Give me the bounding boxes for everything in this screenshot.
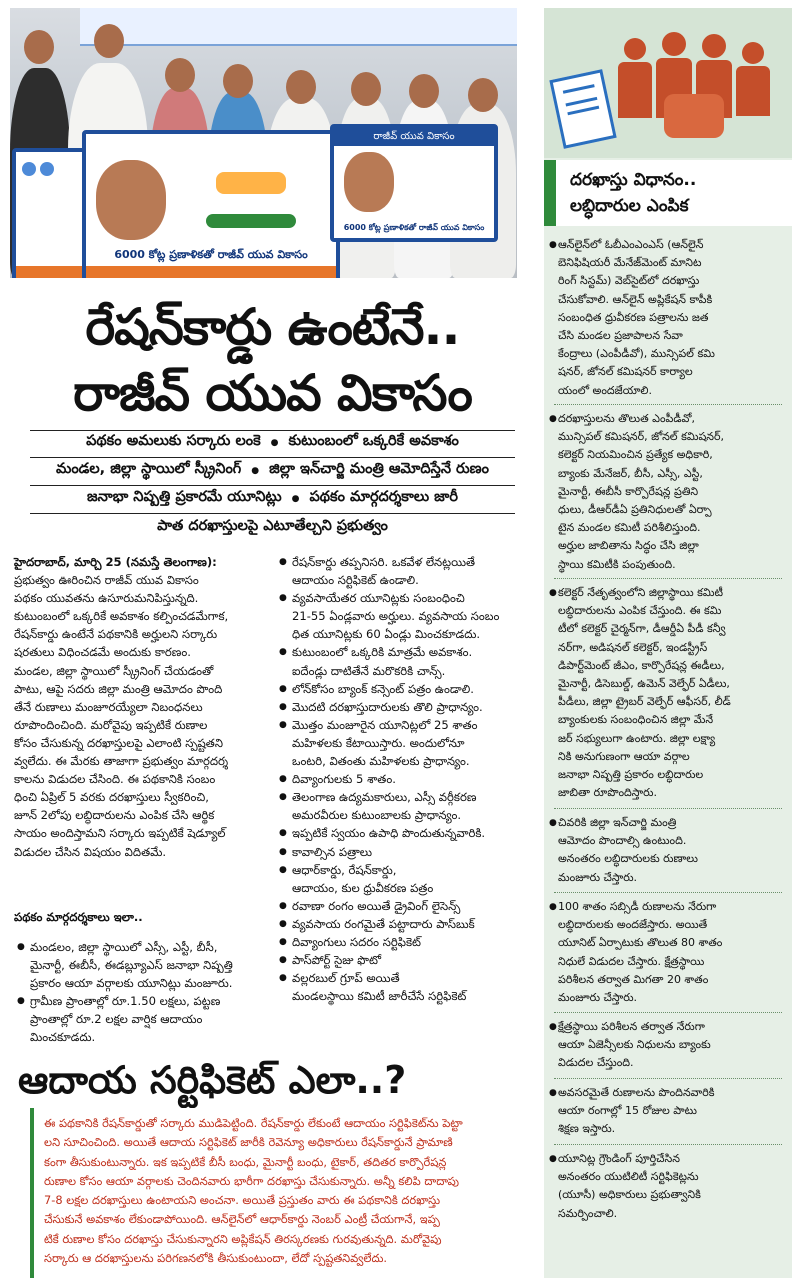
body-line: కుటుంబంలో ఒక్కరికే అవకాశం కల్పించడమేగాక, — [14, 609, 229, 624]
income-box — [30, 1108, 530, 1278]
body-line: రూపొందించింది. మరోవైపు ఇప్పటికే రుణాల — [14, 717, 208, 732]
body-line: హైదరాబాద్, మార్చి 25 (నమస్తే తెలంగాణ): — [14, 555, 217, 569]
guideline-list — [17, 938, 275, 1047]
bullet-icon: ● — [279, 864, 287, 875]
bullet-icon: ● — [279, 846, 287, 857]
box-line: 7-8 లక్షల దరఖాస్తులు ఉంటాయని అంచనా. అయితే ప్రస్తుతం వారు ఈ పథకానికి దరఖాస్తు — [44, 1193, 441, 1208]
box-line: కంగా తీసుకుంటున్నారు. ఇక ఇప్పటికే బీసీ బంధు, మైనార్టీ బంధు, టైకార్, తదితర కార్పొరేషన్ల — [44, 1154, 447, 1169]
board-strip — [86, 266, 336, 278]
sidebar-title-line: లబ్ధిదారుల ఎంపిక — [570, 196, 689, 216]
body-line: కోసం చేసుకున్న దరఖాస్తులపై ఎలాంటి స్పష్టతని — [14, 735, 223, 750]
bullet-icon: ● — [17, 942, 25, 952]
list-item: ● రేషన్‌కార్డు తప్పనిసరి. ఒకవేళ లేనట్లయితే ఆదాయం సర్టిఫికెట్ ఉండాలి. — [279, 555, 476, 588]
hand-icon — [664, 94, 724, 138]
news-photo — [10, 8, 517, 278]
divider — [30, 513, 515, 514]
body-line: రేషన్‌కార్డు ఉంటేనే పథకానికి అర్హులని సర్కారు — [14, 627, 218, 642]
bullet-icon: ● — [549, 588, 557, 598]
bullet-icon: ● — [251, 466, 260, 476]
bullet-icon: ● — [279, 955, 287, 966]
bullet-icon: ● — [279, 719, 287, 730]
person-head — [94, 24, 124, 58]
body-line: మండల, జిల్లా స్థాయిలో స్క్రీనింగ్ చేయడంతో — [14, 663, 214, 678]
board-ribbon — [206, 214, 296, 228]
bullet-icon: ● — [549, 240, 557, 250]
list-item: ● మండలం, జిల్లా స్థాయిలో ఎస్సీ, ఎస్టీ, బీసీ, మైనార్టీ, ఈబీసీ, ఈడబ్ల్యూఎస్ జనాభా నిష్పత్తి ప్రకారం ఆయా వర్గాలకు యూనిట్లు మంజూరు. — [17, 940, 233, 991]
bullet-icon: ● — [279, 973, 287, 984]
divider — [554, 1144, 782, 1145]
bullet-icon: ● — [279, 647, 287, 658]
board-caption: 6000 కోట్ల ప్రణాళికతో రాజీవ్ యువ వికాసం — [114, 248, 308, 261]
headline-line-1: రేషన్‌కార్డు ఉంటేనే.. — [85, 298, 460, 356]
list-item: ● కుటుంబంలో ఒక్కరికి మాత్రమే అవకాశం. ఐదేండ్లు దాటితేనే మరొకరికి చాన్స్. — [279, 645, 473, 678]
body-line: పథకం యువతను ఉసూరుమనిపిస్తున్నది. — [14, 591, 199, 606]
sidebar-list-item: ● ఆన్‌లైన్‌లో ఓబీఎంఎంఎస్ (ఆన్‌లైన్ బెనిఫిషియరీ మేనేజ్‌మెంట్ మానిట రింగ్ సిస్టమ్) వెబ్‌సైట్‌లో దరఖాస్తు చేసుకోవాలి. ఆన్‌లైన్ అప్లికేషన్ కాపీకి సంబంధిత ధ్రువీకరణ పత్రాలను జత చేసి మండల ప్రజాపాలన సేవా కేంద్రాలు (ఎంపీడీవో), మున్సిపల్ కమి షనర్, జోనల్ కమిషనర్ కార్యాల యంలో అందజేయాలి. — [549, 238, 715, 397]
person-head — [351, 72, 381, 106]
figure-head — [662, 32, 686, 56]
divider — [554, 404, 782, 405]
divider — [554, 578, 782, 579]
body-line: తేనే రుణాలు మంజూరయ్యేలా నిబంధనలు — [14, 699, 203, 714]
bullet-icon: ● — [279, 900, 287, 911]
deck-point: జనాభా నిష్పత్తి ప్రకారమే యూనిట్లు — [87, 489, 282, 505]
stage-backdrop — [80, 8, 517, 46]
headline-line-2: రాజీవ్ యువ వికాసం — [73, 364, 472, 422]
person-head — [165, 58, 195, 92]
box-line: ఈ పథకానికి రేషన్‌కార్డుతో సర్కారు ముడిపెట్టింది. రేషన్‌కార్డు లేకుంటే ఆదాయం సర్టిఫికెట్‌ను పెట్టా — [44, 1116, 463, 1130]
deck-row-3 — [10, 486, 535, 512]
portrait-graphic — [96, 160, 166, 240]
body-line: సాయం అందిస్తామని సర్కారు ఇప్పటికే షెడ్యూల్ — [14, 826, 226, 841]
people-icon — [544, 8, 792, 158]
list-item: ● వ్యవసాయ రంగమైతే పట్టాదారు పాస్‌బుక్ — [292, 915, 532, 933]
bullet-icon: ● — [549, 902, 557, 912]
box-line: టికే రుణాల కోసం దరఖాస్తు చేసుకున్నారని అప్లికేషన్ తిరస్కరణకు గురవుతున్నది. మరోవైపు — [44, 1231, 442, 1246]
bullet-icon: ● — [279, 936, 287, 947]
deck-row-4 — [10, 515, 535, 541]
person-head — [409, 74, 439, 108]
list-item: ● ఇప్పటికే స్వయం ఉపాధి పొందుతున్నవారికి. — [292, 824, 532, 842]
deck-point: పాత దరఖాస్తులపై ఎటూతేల్చని ప్రభుత్వం — [157, 518, 388, 534]
bullet-icon: ● — [549, 1088, 557, 1098]
body-line: ప్రభుత్వం ఊరించిన రాజీవ్ యువ వికాసం — [14, 573, 199, 588]
list-item: ● దివ్యాంగులకు 5 శాతం. — [292, 770, 532, 788]
logo-icon — [22, 162, 36, 176]
sidebar-list-item: ● 100 శాతం సబ్సిడీ రుణాలను నేరుగా లబ్ధిదారులకు అందజేస్తారు. అయితే యూనిట్ ఏర్పాటుకు తొలుత 80 శాతం నిధులే విడుదల చేస్తారు. క్షేత్రస్థాయి పరిశీలన తర్వాత మిగతా 20 శాతం మంజూరు చేస్తారు. — [549, 900, 723, 1005]
sidebar-list-item: ● దరఖాస్తులను తొలుత ఎంపీడీవో, మున్సిపల్ కమిషనర్, జోనల్ కమిషనర్, కలెక్టర్ నియమించిన ప్రత్యేక అధికారి, బ్యాంకు మేనేజర్, బీసీ, ఎస్సీ, ఎస్టీ, మైనార్టీ, ఈబీసీ కార్పొరేషన్ల ప్రతిని ధులు, డీఆర్‌డీఏ ప్రతినిధులతో ఏర్పా టైన మండల కమిటీ పరిశీలిస్తుంది. అర్హుల జాబితాను సిద్ధం చేసి జిల్లా స్థాయి కమిటీకి పంపుతుంది. — [549, 412, 725, 571]
body-line: షరతులు విధించడమే అందుకు కారణం. — [14, 645, 191, 660]
list-item: ● ఆధార్‌కార్డు, రేషన్‌కార్డు, ఆదాయం, కుల ధ్రువీకరణ పత్రం — [279, 862, 434, 895]
poster-board-main — [82, 130, 340, 278]
sidebar-list-item: ● క్షేత్రస్థాయి పరిశీలన తర్వాత నేరుగా ఆయా ఏజెన్సీలకు నిధులను బ్యాంకు విడుదల చేస్తుంది. — [549, 1020, 711, 1070]
list-item: ● రవాణా రంగం అయితే డ్రైవింగ్ లైసెన్స్ — [292, 897, 532, 915]
figure-head — [702, 34, 726, 58]
deck-point: కుటుంబంలో ఒక్కరికే అవకాశం — [288, 433, 459, 449]
list-item: ● మొత్తం మంజూరైన యూనిట్లలో 25 శాతం మహిళలకు కేటాయిస్తారు. అందులోనూ ఒంటరి, వితంతు మహిళలకు ప్రాధాన్యం. — [279, 717, 478, 769]
bullet-icon: ● — [279, 701, 287, 712]
figure-body — [736, 66, 770, 116]
body-line: విడుదల చేసిన విషయం విదితమే. — [14, 844, 167, 859]
deck-point: జిల్లా ఇన్‌చార్జి మంత్రి ఆమోదిస్తేనే రుణం — [269, 461, 489, 477]
deck-point: పథకం మార్గదర్శకాలు జారీ — [309, 489, 458, 505]
bullet-icon: ● — [279, 774, 287, 785]
sidebar-list-item: ● యూనిట్ల గ్రౌండింగ్ పూర్తిచేసిన అనంతరం యుటిలిటీ సర్టిఫికెట్లను (యూసీ) అధికారులు ప్రభుత్వానికి సమర్పించాలి. — [549, 1152, 701, 1220]
figure-head — [742, 42, 764, 64]
divider — [554, 1012, 782, 1013]
box-line: సర్కారు ఆ దరఖాస్తులను పరిగణనలోకి తీసుకుంటుందా, లేదో స్పష్టతనివ్వలేదు. — [44, 1251, 388, 1266]
list-item: ● వ్యవసాయేతర యూనిట్లకు సంబంధించి 21-55 ఏండ్లవారు అర్హులు. వ్యవసాయ సంబం ధిత యూనిట్లకు 60 ఏండ్లు మించకూడదు. — [279, 591, 500, 642]
list-item: ● గ్రామీణ ప్రాంతాల్లో రూ.1.50 లక్షలు, పట్టణ ప్రాంతాల్లో రూ.2 లక్షల వార్షిక ఆదాయం మించకూడదు. — [17, 994, 221, 1045]
box-line: చేసుకునే అవకాశం లేకుండాపోయింది. ఆన్‌లైన్‌లో ఆధార్‌కార్డు నెంబర్ ఎంట్రీ చేయగానే, ఇప్ప — [44, 1212, 440, 1227]
list-item: ● కావాల్సిన పత్రాలు — [292, 843, 532, 861]
deck-row-2 — [10, 458, 535, 484]
figure-head — [624, 38, 646, 60]
poster-board-right — [330, 124, 498, 242]
article-body — [14, 553, 272, 861]
bullet-icon: ● — [279, 918, 287, 929]
sidebar-panel — [544, 8, 792, 1278]
board-strip — [16, 266, 88, 278]
sidebar-list-item: ● చివరికి జిల్లా ఇన్‌చార్జి మంత్రి ఆమోదం పొందాల్సి ఉంటుంది. అనంతరం లబ్ధిదారులకు రుణాలు మంజూరు చేస్తారు. — [549, 816, 698, 884]
income-heading: ఆదాయ సర్టిఫికెట్ ఎలా..? — [18, 1058, 407, 1102]
deck-point: పథకం అమలుకు సర్కారు లంకె — [86, 433, 261, 449]
section-subhead: పథకం మార్గదర్శకాలు ఇలా.. — [14, 910, 143, 924]
board-title: రాజీవ్ యువ వికాసం — [334, 128, 494, 146]
bullet-icon: ● — [549, 414, 557, 424]
body-line: కాలను విడుదల చేసింది. ఈ పథకానికి సంబం — [14, 772, 216, 787]
sidebar-list-item: ● అవసరమైతే రుణాలను పొందినవారికి ఆయా రంగాల్లో 15 రోజుల పాటు శిక్షణ ఇస్తారు. — [549, 1086, 715, 1136]
body-line: జూన్ 2లోపు లబ్ధిదారులను ఎంపిక చేసి ఆర్థిక — [14, 808, 215, 823]
list-item: ● వల్లరబుల్ గ్రూప్ అయితే మండలస్థాయి కమిటీ జారీచేసే సర్టిఫికెట్ — [279, 971, 467, 1004]
bullet-icon: ● — [549, 1154, 557, 1164]
portrait-graphic — [344, 152, 394, 212]
divider — [554, 808, 782, 809]
poster-board-left — [12, 148, 92, 278]
divider — [554, 892, 782, 893]
divider — [554, 1078, 782, 1079]
bullet-icon: ● — [270, 438, 279, 448]
person-head — [223, 64, 253, 98]
bullet-icon: ● — [279, 828, 287, 839]
bullet-icon: ● — [279, 683, 287, 694]
bullet-icon: ● — [17, 996, 25, 1007]
list-item: ● పాస్‌పోర్ట్ సైజు ఫొటో — [292, 951, 532, 969]
list-item: ● తెలంగాణ ఉద్యమకారులు, ఎస్సీ వర్గీకరణ అమరవీరుల కుటుంబాలకు ప్రాధాన్యం. — [279, 790, 477, 823]
document-icon — [549, 69, 616, 149]
sidebar-list-item: ● కలెక్టర్ నేతృత్వంలోని జిల్లాస్థాయి కమిటీ లబ్ధిదారులను ఎంపిక చేస్తుంది. ఈ కమి టీలో కలెక్టర్ చైర్మన్‌గా, డీఆర్డీఏ పీడీ కన్వీ నర్‌గా, అడిషనల్ కలెక్టర్, ఇండస్ట్రీస్ డిపార్ట్‌మెంట్ జీఎం, కార్పొరేషన్ల ఈడీలు, మైనార్టీ, డిసెబుల్డ్, ఉమెన్ వెల్ఫేర్ ఏడీలు, పీడీలు, జిల్లా ట్రైబర్ వెల్ఫేర్ ఆఫీసర్, లీడ్ బ్యాంకులకు సంబంధించిన జిల్లా మేనే జర్ సభ్యులుగా ఉంటారు. జిల్లా లక్ష్యా నికి అనుగుణంగా ఆయా వర్గాల జనాభా నిష్పత్తి ప్రకారం లబ్ధిదారుల జాబితా రూపొందిస్తారు. — [549, 586, 731, 800]
board-caption: 6000 కోట్ల ప్రణాళికతో రాజీవ్ యువ వికాసం — [343, 223, 485, 232]
person-head — [286, 70, 316, 104]
bullet-icon: ● — [549, 1022, 557, 1032]
bullet-icon: ● — [549, 818, 557, 828]
box-line: లని సూచించింది. అయితే ఆదాయ సర్టిఫికెట్ జారీకి రెవెన్యూ అధికారులు రేషన్‌కార్డునే ప్రామాణి — [44, 1135, 453, 1150]
bullet-icon: ● — [279, 557, 287, 567]
list-item: ● దివ్యాంగులు సదరం సర్టిఫికెట్ — [292, 933, 532, 951]
eligibility-list — [279, 553, 532, 1005]
list-item: ● మొదటి దరఖాస్తుదారులకు తొలి ప్రాధాన్యం. — [292, 698, 532, 716]
body-line: వ్వలేదు. ఈ మేరకు తాజాగా ప్రభుత్వం మార్గదర్శ — [14, 754, 229, 769]
list-item: ● లోన్‌కోసం బ్యాంక్ కన్సెంట్ పత్రం ఉండాలి. — [292, 680, 532, 698]
person-head — [24, 30, 54, 64]
box-line: రుణాల కోసం ఆయా వర్గాలకు చెందినవారు భారీగా దరఖాస్తు చేసుకున్నారు. అన్నీ కలిపి దాదాపు — [44, 1173, 460, 1188]
sidebar-title — [544, 160, 792, 226]
person-head — [468, 78, 498, 112]
bullet-icon: ● — [279, 593, 287, 604]
bullet-icon: ● — [279, 792, 287, 803]
sidebar-title-line: దరఖాస్తు విధానం.. — [570, 170, 697, 190]
title-badge — [216, 172, 286, 194]
deck-row-1 — [10, 430, 535, 456]
body-line: పాటు, ఆపై సదరు జిల్లా మంత్రి ఆమోదం పొంది — [14, 681, 223, 696]
deck-point: మండల, జిల్లా స్థాయిలో స్క్రీనింగ్ — [55, 461, 242, 477]
body-line: ధించి ఏప్రిల్ 5 వరకు దరఖాస్తులు స్వీకరించి, — [14, 790, 209, 805]
logo-icon — [40, 162, 54, 176]
bullet-icon: ● — [291, 494, 300, 504]
figure-body — [618, 62, 652, 118]
